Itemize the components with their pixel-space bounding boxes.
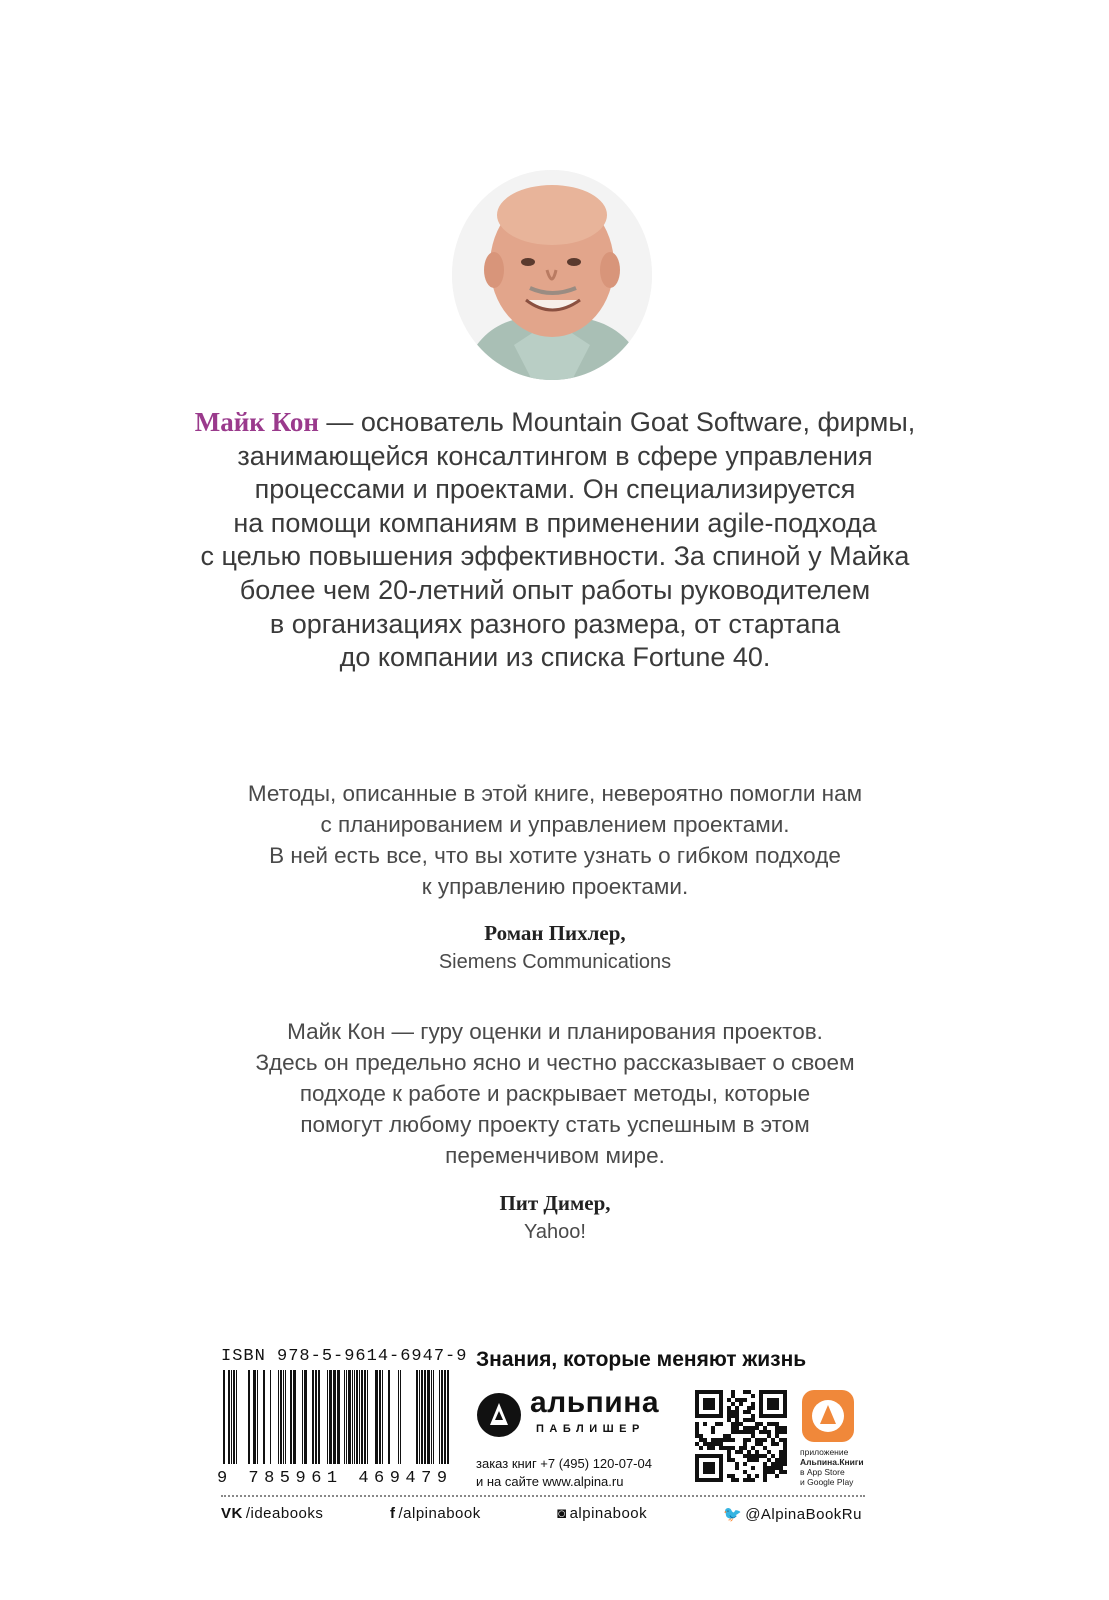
qr-module [703,1462,715,1474]
qr-module [767,1470,771,1474]
qr-module [783,1462,787,1466]
qr-module [695,1434,699,1438]
bio-line: более чем 20-летний опыт работы руководителем [239,574,871,605]
barcode-bar [278,1370,279,1464]
qr-module [719,1438,723,1442]
barcode-bar [318,1370,320,1464]
barcode-bar [361,1370,363,1464]
order-site: и на сайте www.alpina.ru [476,1474,624,1489]
qr-module [755,1454,759,1458]
qr-module [695,1426,699,1430]
author-photo-illustration [452,170,652,380]
bio-line: процессами и проектами. Он специализируется [254,474,856,505]
qr-module [751,1414,755,1418]
qr-module [783,1470,787,1474]
qr-module [759,1422,763,1426]
qr-module [755,1426,759,1430]
qr-module [711,1430,715,1434]
qr-module [751,1454,755,1458]
qr-module [743,1418,747,1422]
barcode-bar [400,1370,401,1464]
barcode-bar [302,1370,303,1464]
order-phone: заказ книг +7 (495) 120-07-04 [476,1456,652,1471]
qr-module [711,1426,715,1430]
qr-module [751,1394,755,1398]
qr-module [747,1390,751,1394]
qr-module [747,1458,751,1462]
barcode-bar [304,1370,307,1464]
quote-line: с планированием и управлением проектами. [320,812,790,837]
barcode-bar [382,1370,383,1464]
qr-module [783,1450,787,1454]
barcode-bar [421,1370,423,1464]
qr-module [703,1422,707,1426]
qr-module [739,1422,743,1426]
qr-module [695,1442,699,1446]
barcode-bar [367,1370,368,1464]
qr-module [735,1430,739,1434]
barcode-bar [441,1370,443,1464]
social-twitter[interactable]: 🐦 @AlpinaBookRu [723,1506,862,1523]
alpina-logo-icon [476,1392,522,1438]
qr-module [731,1414,735,1418]
bio-line: занимающейся консалтингом в сфере управления [237,440,873,471]
barcode-bar [352,1370,353,1464]
barcode-bar [257,1370,258,1464]
qr-module [775,1442,779,1446]
qr-module [751,1446,755,1450]
qr-module [771,1454,775,1458]
author-name: Майк Кон [194,407,319,437]
qr-module [767,1430,771,1434]
qr-module [771,1438,775,1442]
bio-line: в организациях разного размера, от стартапа [269,608,841,639]
qr-module [747,1450,751,1454]
qr-module [703,1438,707,1442]
qr-module [719,1422,723,1426]
qr-module [711,1438,715,1442]
quote-line: Майк Кон — гуру оценки и планирования проектов. [287,1019,823,1044]
alpina-app-icon [802,1390,854,1442]
barcode-bar [344,1370,345,1464]
qr-module [731,1422,735,1426]
qr-module [783,1430,787,1434]
qr-module [727,1398,731,1402]
footer-divider [221,1495,865,1497]
review-affiliation-2: Yahoo! [524,1221,586,1243]
barcode-bar [348,1370,351,1464]
qr-module [723,1434,727,1438]
qr-module [731,1402,735,1406]
qr-module [747,1478,751,1482]
qr-module [779,1458,783,1462]
barcode-bar [354,1370,355,1464]
qr-module [735,1418,739,1422]
barcode-bar [327,1370,328,1464]
qr-module [779,1438,783,1442]
qr-module [779,1450,783,1454]
author-photo [452,170,652,380]
qr-module [719,1442,723,1446]
review-quote-1 [150,778,960,902]
qr-module [779,1430,783,1434]
qr-module [743,1438,747,1442]
qr-module [715,1442,719,1446]
qr-module [775,1462,779,1466]
qr-module [771,1422,775,1426]
qr-module [759,1442,763,1446]
barcode-bar [231,1370,232,1464]
qr-module [771,1466,775,1470]
qr-module [727,1418,731,1422]
qr-module [751,1478,755,1482]
qr-module [727,1450,731,1454]
quote-line: помогут любому проекту стать успешным в этом [300,1112,810,1137]
qr-module [747,1410,751,1414]
barcode-bar [270,1370,271,1464]
qr-module [751,1466,755,1470]
qr-module [715,1422,719,1426]
barcode-bar [290,1370,292,1464]
qr-module [775,1422,779,1426]
qr-module [731,1410,735,1414]
qr-module [751,1426,755,1430]
qr-module [731,1430,735,1434]
qr-module [727,1438,731,1442]
qr-module [779,1426,783,1430]
review-quote-2 [150,1016,960,1171]
qr-module [747,1406,751,1410]
qr-module [775,1426,779,1430]
qr-module [747,1418,751,1422]
barcode-bar [333,1370,336,1464]
barcode-bar [364,1370,366,1464]
quote-line: переменчивом мире. [445,1143,665,1168]
qr-module [727,1406,731,1410]
qr-module [779,1462,783,1466]
qr-module [727,1446,731,1450]
barcode-bar [439,1370,440,1464]
barcode-bar [427,1370,430,1464]
barcode-bar [248,1370,250,1464]
barcode-bar [253,1370,256,1464]
qr-module [755,1474,759,1478]
barcode-bar [228,1370,230,1464]
qr-module [739,1446,743,1450]
qr-module [731,1438,735,1442]
review-author-2: Пит Димер, [499,1191,611,1215]
qr-module [751,1458,755,1462]
qr-module [743,1478,747,1482]
qr-module [731,1474,735,1478]
qr-module [731,1446,735,1450]
qr-module [767,1434,771,1438]
qr-module [763,1454,767,1458]
social-vk[interactable]: VK /ideabooks [221,1505,324,1522]
barcode-bar [236,1370,237,1464]
qr-module [731,1426,735,1430]
qr-module [763,1478,767,1482]
quote-line: Здесь он предельно ясно и честно рассказывает о своем [255,1050,855,1075]
barcode-bar [263,1370,265,1464]
qr-module [771,1442,775,1446]
qr-module [711,1442,715,1446]
qr-module [699,1438,703,1442]
qr-module [751,1402,755,1406]
qr-module [783,1442,787,1446]
isbn-number: ISBN 978-5-9614-6947-9 [221,1347,468,1366]
barcode-bar [329,1370,332,1464]
qr-module [703,1442,707,1446]
qr-module [743,1398,747,1402]
qr-module [747,1430,751,1434]
qr-module [731,1478,735,1482]
author-bio [140,406,970,675]
barcode-bar [424,1370,426,1464]
qr-module [771,1470,775,1474]
barcode-digits: 9 785961 469479 [217,1469,453,1488]
qr-module [763,1446,767,1450]
barcode-bar [356,1370,358,1464]
qr-module [695,1422,699,1426]
bio-line: на помощи компаниям в применении agile-подхода [233,507,877,538]
bio-line: с целью повышения эффективности. За спиной у Майка [200,541,910,572]
barcode-bar [285,1370,286,1464]
instagram-icon: ◙ [557,1505,567,1522]
qr-module [731,1394,735,1398]
publisher-name: альпина [530,1386,660,1419]
qr-module [739,1430,743,1434]
barcode-bar [416,1370,418,1464]
app-store-info: приложение Альпина.Книги в App Store и Google Play [800,1447,864,1487]
qr-module [743,1410,747,1414]
publisher-subtitle: ПАБЛИШЕР [536,1423,645,1435]
qr-module [775,1474,779,1478]
twitter-icon: 🐦 [723,1506,743,1523]
qr-module [763,1470,767,1474]
qr-module [743,1462,747,1466]
qr-module [695,1430,699,1434]
qr-module [783,1438,787,1442]
barcode-bar [359,1370,360,1464]
qr-module [755,1458,759,1462]
qr-module [755,1438,759,1442]
qr-module [775,1458,779,1462]
facebook-icon: f [390,1505,396,1522]
qr-module [731,1458,735,1462]
barcode-icon [221,1370,453,1464]
qr-module [743,1430,747,1434]
qr-module [703,1398,715,1410]
quote-line: подходе к работе и раскрывает методы, которые [299,1081,811,1106]
qr-module [755,1450,759,1454]
qr-module [751,1434,755,1438]
bio-line-1: Майк Кон — основатель Mountain Goat Software, фирмы, [194,407,916,437]
qr-module [735,1462,739,1466]
qr-module [771,1462,775,1466]
qr-module [767,1422,771,1426]
qr-module [711,1446,715,1450]
qr-module [727,1458,731,1462]
qr-module [735,1410,739,1414]
qr-module [759,1454,763,1458]
qr-module [747,1454,751,1458]
qr-module [707,1446,711,1450]
qr-code-icon [695,1390,787,1482]
barcode-bar [223,1370,225,1464]
qr-module [783,1446,787,1450]
qr-module [767,1398,779,1410]
qr-module [727,1454,731,1458]
qr-module [763,1438,767,1442]
qr-module [763,1430,767,1434]
qr-module [779,1466,783,1470]
qr-module [747,1474,751,1478]
qr-module [723,1446,727,1450]
review-affiliation-1: Siemens Communications [438,951,672,973]
barcode-bar [419,1370,420,1464]
qr-module [735,1414,739,1418]
qr-module [763,1466,767,1470]
barcode-bar [447,1370,449,1464]
qr-module [727,1434,731,1438]
qr-module [779,1470,783,1474]
qr-module [767,1466,771,1470]
qr-module [743,1470,747,1474]
qr-module [783,1454,787,1458]
qr-module [775,1430,779,1434]
qr-module [735,1406,739,1410]
barcode-bar [398,1370,399,1464]
vk-icon: VK [221,1505,243,1522]
qr-module [707,1442,711,1446]
qr-module [723,1438,727,1442]
barcode-bar [379,1370,381,1464]
qr-module [747,1426,751,1430]
qr-module [743,1446,747,1450]
publisher-slogan: Знания, которые меняют жизнь [476,1348,807,1371]
order-info [476,1455,652,1491]
qr-module [767,1458,771,1462]
qr-module [699,1446,703,1450]
qr-module [743,1442,747,1446]
barcode-bar [293,1370,296,1464]
qr-module [727,1474,731,1478]
quote-line: Методы, описанные в этой книге, невероятно помогли нам [247,781,863,806]
qr-module [755,1422,759,1426]
qr-module [727,1414,731,1418]
app-logo-icon [802,1390,854,1442]
qr-module [743,1454,747,1458]
barcode-bar [431,1370,432,1464]
qr-module [775,1434,779,1438]
qr-module [735,1422,739,1426]
qr-module [719,1446,723,1450]
qr-module [759,1430,763,1434]
qr-module [763,1426,767,1430]
qr-module [747,1438,751,1442]
qr-module [763,1462,767,1466]
review-author-1: Роман Пихлер, [484,921,626,945]
barcode-bar [280,1370,282,1464]
qr-module [699,1434,703,1438]
qr-module [763,1474,767,1478]
qr-module [735,1450,739,1454]
barcode-bar [312,1370,314,1464]
qr-module [735,1466,739,1470]
barcode-bar [433,1370,434,1464]
qr-module [743,1426,747,1430]
qr-module [783,1458,787,1462]
quote-line: В ней есть все, что вы хотите узнать о гибком подходе [269,843,841,868]
bio-line: до компании из списка Fortune 40. [339,642,771,673]
barcode-bar [444,1370,446,1464]
barcode-bar [233,1370,235,1464]
social-instagram[interactable]: ◙ alpinabook [557,1505,648,1522]
qr-module [715,1438,719,1442]
barcode-bar [388,1370,390,1464]
qr-module [775,1466,779,1470]
qr-module [779,1454,783,1458]
qr-module [783,1426,787,1430]
qr-module [751,1418,755,1422]
qr-module [735,1478,739,1482]
qr-module [735,1426,739,1430]
qr-module [735,1398,739,1402]
qr-module [751,1406,755,1410]
quote-line: к управлению проектами. [421,874,689,899]
qr-module [755,1442,759,1446]
social-facebook[interactable]: f /alpinabook [390,1505,481,1522]
barcode-bar [337,1370,340,1464]
barcode-bar [375,1370,378,1464]
qr-module [727,1410,731,1414]
qr-module [767,1450,771,1454]
barcode-bar [346,1370,347,1464]
qr-module [739,1450,743,1454]
barcode-bar [283,1370,284,1464]
qr-module [759,1438,763,1442]
qr-module [739,1402,743,1406]
qr-module [731,1390,735,1394]
qr-module [743,1390,747,1394]
qr-module [739,1398,743,1402]
qr-module [751,1430,755,1434]
barcode-bar [315,1370,317,1464]
